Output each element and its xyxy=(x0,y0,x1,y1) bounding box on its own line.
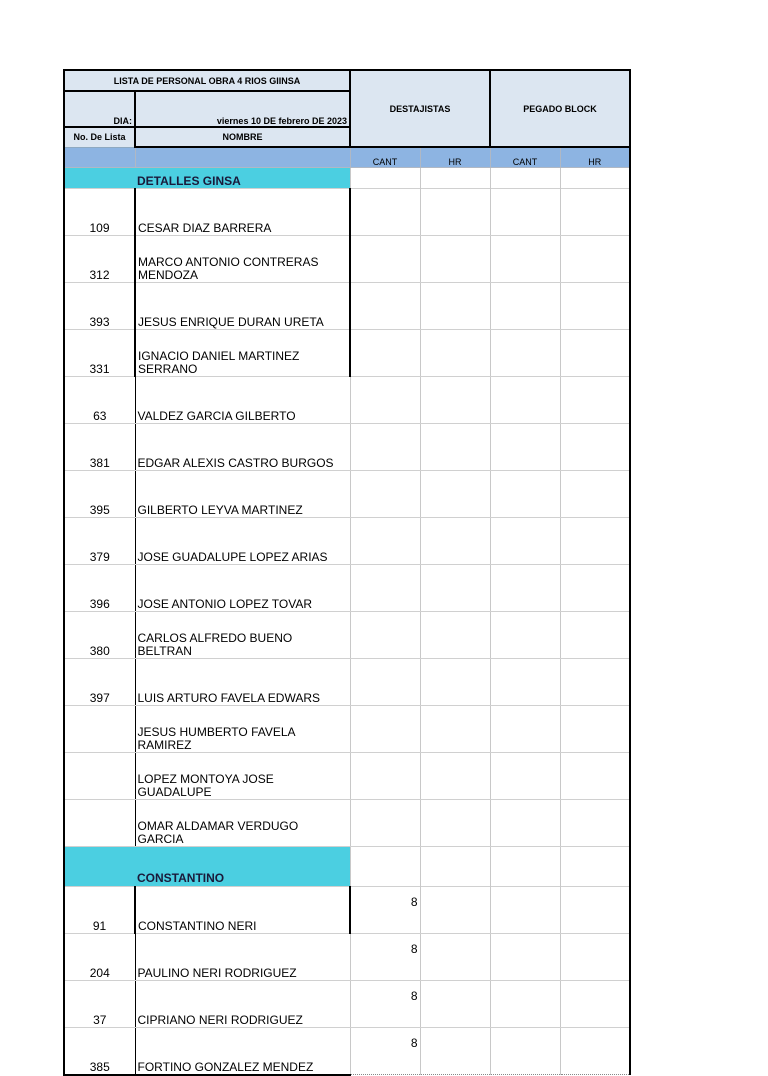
subheader-row xyxy=(64,147,630,168)
section-header-row xyxy=(64,847,630,887)
pegado-cant-cell[interactable] xyxy=(490,471,560,518)
name-header: NOMBRE xyxy=(135,127,350,147)
destajistas-hr-cell[interactable] xyxy=(420,330,490,377)
pegado-cant-cell[interactable] xyxy=(490,934,560,981)
personnel-table xyxy=(63,69,631,1076)
list-number: 204 xyxy=(64,934,135,981)
pegado-cant-cell[interactable] xyxy=(490,1028,560,1075)
pegado-cant-cell[interactable] xyxy=(490,753,560,800)
destajistas-cant-cell[interactable] xyxy=(350,659,420,706)
list-number: 397 xyxy=(64,659,135,706)
destajistas-cant-cell[interactable] xyxy=(350,471,420,518)
destajistas-cant-cell[interactable] xyxy=(350,800,420,847)
table-row xyxy=(64,753,630,800)
pegado-block-header: PEGADO BLOCK xyxy=(490,70,630,147)
destajistas-cant-cell[interactable]: 8 xyxy=(350,887,420,934)
pegado-cant-cell[interactable] xyxy=(490,887,560,934)
pegado-hr-cell[interactable] xyxy=(560,377,630,424)
table-row xyxy=(64,887,630,934)
destajistas-cant-cell[interactable] xyxy=(350,330,420,377)
section-cell xyxy=(420,847,490,887)
section-number-cell xyxy=(64,847,135,887)
pegado-hr-cell[interactable] xyxy=(560,612,630,659)
list-number: 91 xyxy=(64,887,135,934)
destajistas-hr-cell[interactable] xyxy=(420,981,490,1028)
list-number: 385 xyxy=(64,1028,135,1075)
destajistas-hr-cell[interactable] xyxy=(420,887,490,934)
destajistas-cant-cell[interactable] xyxy=(350,518,420,565)
destajistas-hr-cell[interactable] xyxy=(420,706,490,753)
employee-name: PAULINO NERI RODRIGUEZ xyxy=(135,934,350,981)
pegado-cant-cell[interactable] xyxy=(490,706,560,753)
list-number-header: No. De Lista xyxy=(64,127,135,147)
employee-name: JESUS HUMBERTO FAVELA RAMIREZ xyxy=(135,706,350,753)
destajistas-cant-cell[interactable] xyxy=(350,189,420,236)
pegado-hr-cell[interactable] xyxy=(560,189,630,236)
section-number-cell xyxy=(64,168,135,189)
employee-name: MARCO ANTONIO CONTRERAS MENDOZA xyxy=(135,236,350,283)
employee-name: JESUS ENRIQUE DURAN URETA xyxy=(135,283,350,330)
table-row xyxy=(64,471,630,518)
section-name: DETALLES GINSA xyxy=(135,168,350,189)
pegado-hr-cell[interactable] xyxy=(560,659,630,706)
table-row xyxy=(64,659,630,706)
destajistas-hr-cell[interactable] xyxy=(420,424,490,471)
destajistas-hr-cell[interactable] xyxy=(420,612,490,659)
destajistas-cant-cell[interactable] xyxy=(350,236,420,283)
table-row xyxy=(64,518,630,565)
destajistas-hr-cell[interactable] xyxy=(420,659,490,706)
table-row xyxy=(64,934,630,981)
destajistas-hr-cell[interactable] xyxy=(420,471,490,518)
pegado-cant-cell[interactable] xyxy=(490,377,560,424)
pegado-hr-cell[interactable] xyxy=(560,424,630,471)
destajistas-hr-cell[interactable] xyxy=(420,236,490,283)
pegado-cant-cell[interactable] xyxy=(490,330,560,377)
destajistas-hr-cell[interactable] xyxy=(420,518,490,565)
section-header-row xyxy=(64,168,630,189)
sheet-title: LISTA DE PERSONAL OBRA 4 RIOS GIINSA xyxy=(64,70,350,91)
destajistas-hr-cell[interactable] xyxy=(420,189,490,236)
list-number xyxy=(64,753,135,800)
destajistas-hr-header: HR xyxy=(420,147,490,168)
pegado-hr-cell[interactable] xyxy=(560,236,630,283)
pegado-hr-cell[interactable] xyxy=(560,518,630,565)
employee-name: CONSTANTINO NERI xyxy=(135,887,350,934)
section-cell xyxy=(560,847,630,887)
destajistas-hr-cell[interactable] xyxy=(420,800,490,847)
destajistas-cant-cell[interactable]: 8 xyxy=(350,934,420,981)
section-name: CONSTANTINO xyxy=(135,847,350,887)
pegado-hr-header: HR xyxy=(560,147,630,168)
personnel-sheet xyxy=(63,69,631,1076)
pegado-hr-cell[interactable] xyxy=(560,1028,630,1075)
destajistas-header: DESTAJISTAS xyxy=(350,70,490,147)
table-row xyxy=(64,189,630,236)
pegado-hr-cell[interactable] xyxy=(560,753,630,800)
section-cell xyxy=(350,168,420,189)
destajistas-cant-cell[interactable]: 8 xyxy=(350,1028,420,1075)
destajistas-cant-cell[interactable] xyxy=(350,753,420,800)
destajistas-hr-cell[interactable] xyxy=(420,283,490,330)
employee-name: LUIS ARTURO FAVELA EDWARS xyxy=(135,659,350,706)
table-row xyxy=(64,1028,630,1075)
employee-name: JOSE GUADALUPE LOPEZ ARIAS xyxy=(135,518,350,565)
table-row xyxy=(64,283,630,330)
table-row xyxy=(64,424,630,471)
list-number: 381 xyxy=(64,424,135,471)
pegado-cant-cell[interactable] xyxy=(490,236,560,283)
table-row xyxy=(64,800,630,847)
destajistas-cant-cell[interactable] xyxy=(350,424,420,471)
destajistas-cant-cell[interactable] xyxy=(350,706,420,753)
destajistas-hr-cell[interactable] xyxy=(420,377,490,424)
employee-name: VALDEZ GARCIA GILBERTO xyxy=(135,377,350,424)
pegado-cant-cell[interactable] xyxy=(490,981,560,1028)
section-cell xyxy=(420,168,490,189)
section-cell xyxy=(490,847,560,887)
pegado-hr-cell[interactable] xyxy=(560,706,630,753)
destajistas-cant-header: CANT xyxy=(350,147,420,168)
pegado-hr-cell[interactable] xyxy=(560,565,630,612)
section-cell xyxy=(560,168,630,189)
list-number: 331 xyxy=(64,330,135,377)
pegado-cant-cell[interactable] xyxy=(490,565,560,612)
table-row xyxy=(64,981,630,1028)
pegado-cant-cell[interactable] xyxy=(490,518,560,565)
table-row xyxy=(64,377,630,424)
pegado-cant-cell[interactable] xyxy=(490,189,560,236)
employee-name: CARLOS ALFREDO BUENO BELTRAN xyxy=(135,612,350,659)
destajistas-cant-cell[interactable] xyxy=(350,565,420,612)
table-row xyxy=(64,330,630,377)
pegado-hr-cell[interactable] xyxy=(560,471,630,518)
pegado-hr-cell[interactable] xyxy=(560,934,630,981)
pegado-cant-cell[interactable] xyxy=(490,424,560,471)
list-number: 63 xyxy=(64,377,135,424)
list-number: 312 xyxy=(64,236,135,283)
destajistas-hr-cell[interactable] xyxy=(420,565,490,612)
employee-name: CIPRIANO NERI RODRIGUEZ xyxy=(135,981,350,1028)
employee-name: JOSE ANTONIO LOPEZ TOVAR xyxy=(135,565,350,612)
employee-name: CESAR DIAZ BARRERA xyxy=(135,189,350,236)
table-row xyxy=(64,706,630,753)
dia-label: DIA: xyxy=(64,91,135,127)
pegado-cant-header: CANT xyxy=(490,147,560,168)
list-number: 396 xyxy=(64,565,135,612)
pegado-hr-cell[interactable] xyxy=(560,887,630,934)
section-cell xyxy=(350,847,420,887)
destajistas-cant-cell[interactable]: 8 xyxy=(350,981,420,1028)
destajistas-cant-cell[interactable] xyxy=(350,377,420,424)
list-number: 37 xyxy=(64,981,135,1028)
destajistas-cant-cell[interactable] xyxy=(350,612,420,659)
destajistas-hr-cell[interactable] xyxy=(420,934,490,981)
list-number: 395 xyxy=(64,471,135,518)
section-cell xyxy=(490,168,560,189)
list-number: 109 xyxy=(64,189,135,236)
list-number xyxy=(64,706,135,753)
pegado-hr-cell[interactable] xyxy=(560,330,630,377)
employee-name: GILBERTO LEYVA MARTINEZ xyxy=(135,471,350,518)
pegado-cant-cell[interactable] xyxy=(490,659,560,706)
employee-name: FORTINO GONZALEZ MENDEZ xyxy=(135,1028,350,1075)
employee-name: LOPEZ MONTOYA JOSE GUADALUPE xyxy=(135,753,350,800)
list-number xyxy=(64,800,135,847)
pegado-cant-cell[interactable] xyxy=(490,283,560,330)
table-row xyxy=(64,236,630,283)
destajistas-cant-cell[interactable] xyxy=(350,283,420,330)
pegado-cant-cell[interactable] xyxy=(490,612,560,659)
pegado-hr-cell[interactable] xyxy=(560,800,630,847)
list-number: 379 xyxy=(64,518,135,565)
pegado-cant-cell[interactable] xyxy=(490,800,560,847)
list-number: 393 xyxy=(64,283,135,330)
pegado-hr-cell[interactable] xyxy=(560,283,630,330)
date-value: viernes 10 DE febrero DE 2023 xyxy=(135,91,350,127)
table-row xyxy=(64,612,630,659)
destajistas-hr-cell[interactable] xyxy=(420,1028,490,1075)
employee-name: OMAR ALDAMAR VERDUGO GARCIA xyxy=(135,800,350,847)
destajistas-hr-cell[interactable] xyxy=(420,753,490,800)
employee-name: IGNACIO DANIEL MARTINEZ SERRANO xyxy=(135,330,350,377)
employee-name: EDGAR ALEXIS CASTRO BURGOS xyxy=(135,424,350,471)
pegado-hr-cell[interactable] xyxy=(560,981,630,1028)
table-row xyxy=(64,565,630,612)
list-number: 380 xyxy=(64,612,135,659)
